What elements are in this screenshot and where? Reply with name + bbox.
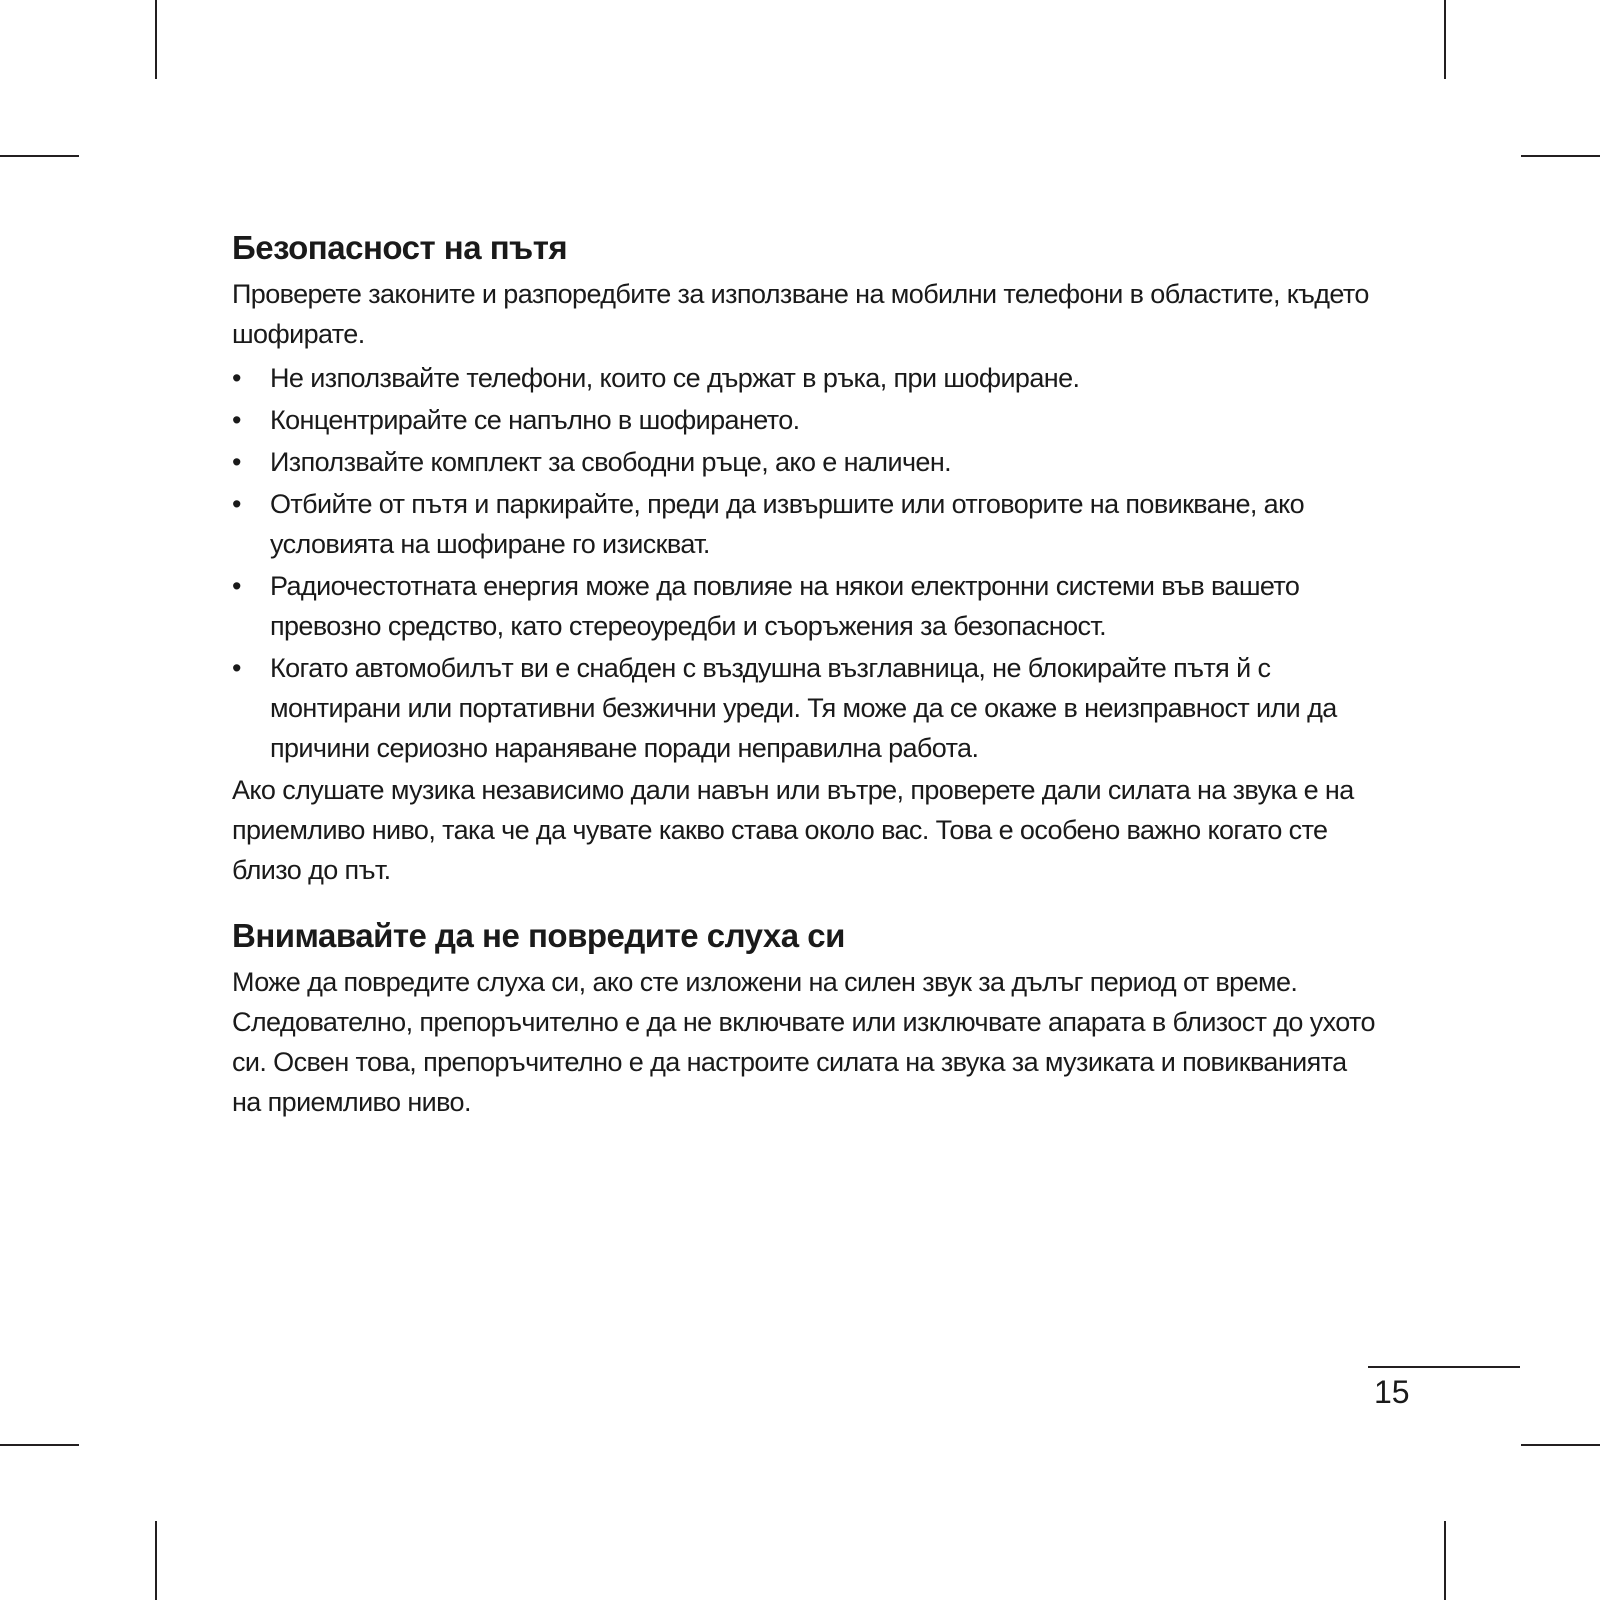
crop-mark-top-left-horizontal xyxy=(0,155,79,157)
hearing-body: Може да повредите слуха си, ако сте изложени на силен звук за дълъг период от време. Следователно, препоръчително е да не включвате или изключвате апарата в близост до ухото си. Освен това, препоръчително е да настроите силата на звука за музиката и повикванията на приемливо ниво. xyxy=(232,967,1375,1117)
list-item xyxy=(232,358,1382,398)
list-item xyxy=(232,566,1382,646)
bullet-text: Използвайте комплект за свободни ръце, ако е наличен. xyxy=(270,447,952,477)
list-item xyxy=(232,484,1382,564)
crop-mark-bottom-left-horizontal xyxy=(0,1444,79,1446)
list-item xyxy=(232,442,1382,482)
bullet-text: Отбийте от пътя и паркирайте, преди да извършите или отговорите на повикване, ако условията на шофиране го изискват. xyxy=(270,489,1305,559)
list-item xyxy=(232,648,1382,768)
bullet-text: Концентрирайте се напълно в шофирането. xyxy=(270,405,800,435)
hearing-heading: Внимавайте да не повредите слуха си xyxy=(232,917,845,954)
crop-mark-bottom-right-horizontal xyxy=(1521,1444,1600,1446)
bullet-icon: • xyxy=(232,363,241,393)
bullet-text: Когато автомобилът ви е снабден с въздушна възглавница, не блокирайте пътя й с монтирани или портативни безжични уреди. Тя може да се окаже в неизправност или да причини сериозно нараняване поради неправилна работа. xyxy=(270,653,1337,763)
page-number-rule xyxy=(1368,1366,1520,1368)
list-item xyxy=(232,400,1382,440)
bullet-text: Радиочестотната енергия може да повлияе на някои електронни системи във вашето превозно средство, като стереоуредби и съоръжения за безопасност. xyxy=(270,571,1300,641)
road-safety-heading: Безопасност на пътя xyxy=(232,229,568,266)
road-safety-outro: Ако слушате музика независимо дали навън или вътре, проверете дали силата на звука е на приемливо ниво, така че да чувате какво става около вас. Това е особено важно когато сте близо до път. xyxy=(232,775,1354,885)
bullet-icon: • xyxy=(232,571,241,601)
page-number: 15 xyxy=(1374,1374,1410,1410)
crop-mark-top-left-vertical xyxy=(155,0,157,79)
bullet-icon: • xyxy=(232,447,241,477)
bullet-text: Не използвайте телефони, които се държат в ръка, при шофиране. xyxy=(270,363,1080,393)
bullet-icon: • xyxy=(232,489,241,519)
road-safety-bullet-list xyxy=(232,358,1382,768)
bullet-icon: • xyxy=(232,405,241,435)
crop-mark-top-right-vertical xyxy=(1444,0,1446,79)
crop-mark-bottom-left-vertical xyxy=(155,1521,157,1600)
page-content xyxy=(232,224,1382,1122)
crop-mark-top-right-horizontal xyxy=(1521,155,1600,157)
crop-mark-bottom-right-vertical xyxy=(1444,1521,1446,1600)
bullet-icon: • xyxy=(232,653,241,683)
road-safety-intro: Проверете законите и разпоредбите за използване на мобилни телефони в областите, където шофирате. xyxy=(232,279,1369,349)
